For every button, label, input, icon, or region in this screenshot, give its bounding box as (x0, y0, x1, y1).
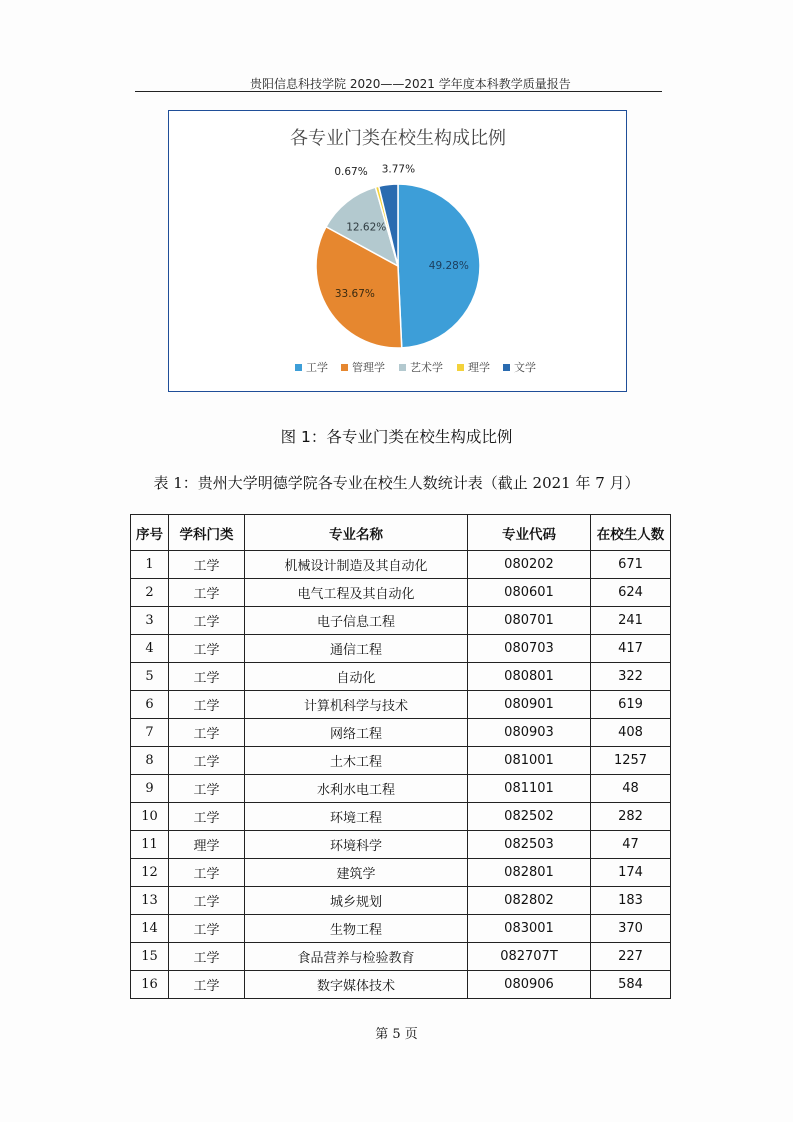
row-index: 8 (131, 747, 169, 775)
row-student-count: 1257 (591, 747, 671, 775)
row-major-name: 城乡规划 (245, 887, 468, 915)
row-major-code: 082801 (468, 859, 591, 887)
row-student-count: 48 (591, 775, 671, 803)
row-category: 工学 (169, 915, 245, 943)
col-header-category: 学科门类 (169, 515, 245, 551)
row-major-name: 网络工程 (245, 719, 468, 747)
row-index: 9 (131, 775, 169, 803)
legend-swatch-4 (503, 364, 510, 371)
row-student-count: 241 (591, 607, 671, 635)
row-category: 工学 (169, 551, 245, 579)
row-index: 2 (131, 579, 169, 607)
table-row (131, 775, 671, 803)
row-student-count: 47 (591, 831, 671, 859)
row-category: 工学 (169, 579, 245, 607)
row-major-code: 080906 (468, 971, 591, 999)
legend-swatch-2 (399, 364, 406, 371)
table-row (131, 579, 671, 607)
table-row (131, 719, 671, 747)
row-major-code: 083001 (468, 915, 591, 943)
row-category: 工学 (169, 775, 245, 803)
row-major-code: 080703 (468, 635, 591, 663)
row-category: 工学 (169, 719, 245, 747)
row-index: 15 (131, 943, 169, 971)
table-header-row (131, 515, 671, 551)
page-number: 第 5 页 (375, 1027, 418, 1042)
pie-slice-label-1: 33.67% (334, 287, 375, 300)
row-student-count: 183 (591, 887, 671, 915)
pie-chart (169, 111, 628, 393)
row-index: 7 (131, 719, 169, 747)
table-row (131, 663, 671, 691)
row-major-code: 080701 (468, 607, 591, 635)
row-major-code: 080601 (468, 579, 591, 607)
row-index: 3 (131, 607, 169, 635)
row-category: 工学 (169, 943, 245, 971)
row-major-code: 082802 (468, 887, 591, 915)
row-major-code: 081001 (468, 747, 591, 775)
legend-label-4: 文学 (514, 361, 536, 374)
row-category: 工学 (169, 887, 245, 915)
row-major-name: 环境科学 (245, 831, 468, 859)
row-student-count: 619 (591, 691, 671, 719)
row-student-count: 322 (591, 663, 671, 691)
row-major-name: 生物工程 (245, 915, 468, 943)
pie-chart-box (168, 110, 627, 392)
row-student-count: 584 (591, 971, 671, 999)
row-category: 工学 (169, 971, 245, 999)
row-major-code: 080202 (468, 551, 591, 579)
col-header-major: 专业名称 (245, 515, 468, 551)
row-student-count: 408 (591, 719, 671, 747)
row-major-code: 080901 (468, 691, 591, 719)
row-major-name: 机械设计制造及其自动化 (245, 551, 468, 579)
row-major-name: 电子信息工程 (245, 607, 468, 635)
row-category: 工学 (169, 691, 245, 719)
row-category: 工学 (169, 635, 245, 663)
row-index: 6 (131, 691, 169, 719)
row-student-count: 174 (591, 859, 671, 887)
row-major-code: 080903 (468, 719, 591, 747)
enrollment-table (130, 514, 671, 999)
row-major-name: 通信工程 (245, 635, 468, 663)
legend-label-1: 管理学 (352, 361, 385, 374)
col-header-index: 序号 (131, 515, 169, 551)
row-major-code: 081101 (468, 775, 591, 803)
row-index: 1 (131, 551, 169, 579)
row-category: 工学 (169, 663, 245, 691)
pie-slice-label-2: 12.62% (346, 221, 387, 234)
pie-slice-label-0: 49.28% (428, 259, 469, 272)
row-index: 12 (131, 859, 169, 887)
table-row (131, 691, 671, 719)
table-row (131, 859, 671, 887)
col-header-count: 在校生人数 (591, 515, 671, 551)
row-category: 理学 (169, 831, 245, 859)
row-major-name: 电气工程及其自动化 (245, 579, 468, 607)
legend-label-3: 理学 (468, 361, 490, 374)
legend-swatch-3 (457, 364, 464, 371)
legend-label-0: 工学 (306, 361, 328, 374)
table-row (131, 971, 671, 999)
table-row (131, 551, 671, 579)
table-row (131, 887, 671, 915)
row-student-count: 282 (591, 803, 671, 831)
report-header: 贵阳信息科技学院 2020——2021 学年度本科教学质量报告 (250, 77, 571, 91)
row-major-name: 土木工程 (245, 747, 468, 775)
row-major-name: 数字媒体技术 (245, 971, 468, 999)
row-category: 工学 (169, 859, 245, 887)
row-major-name: 环境工程 (245, 803, 468, 831)
row-student-count: 671 (591, 551, 671, 579)
row-index: 14 (131, 915, 169, 943)
legend-label-2: 艺术学 (410, 361, 443, 374)
row-student-count: 624 (591, 579, 671, 607)
row-major-code: 082502 (468, 803, 591, 831)
row-major-code: 080801 (468, 663, 591, 691)
row-category: 工学 (169, 747, 245, 775)
row-major-name: 建筑学 (245, 859, 468, 887)
row-index: 10 (131, 803, 169, 831)
chart-title: 各专业门类在校生构成比例 (290, 128, 506, 149)
table-row (131, 831, 671, 859)
table-row (131, 635, 671, 663)
row-major-name: 自动化 (245, 663, 468, 691)
row-major-name: 水利水电工程 (245, 775, 468, 803)
col-header-code: 专业代码 (468, 515, 591, 551)
row-category: 工学 (169, 607, 245, 635)
table-row (131, 747, 671, 775)
legend-swatch-0 (295, 364, 302, 371)
header-divider (135, 91, 662, 92)
pie-slice-label-4: 3.77% (381, 163, 416, 176)
table-row (131, 607, 671, 635)
figure-caption: 图 1：各专业门类在校生构成比例 (280, 428, 513, 446)
row-major-name: 计算机科学与技术 (245, 691, 468, 719)
row-student-count: 370 (591, 915, 671, 943)
row-index: 5 (131, 663, 169, 691)
row-student-count: 417 (591, 635, 671, 663)
row-category: 工学 (169, 803, 245, 831)
row-major-code: 082707T (468, 943, 591, 971)
table-caption: 表 1：贵州大学明德学院各专业在校生人数统计表（截止 2021 年 7 月） (153, 474, 640, 492)
row-major-code: 082503 (468, 831, 591, 859)
table-row (131, 915, 671, 943)
legend-swatch-1 (341, 364, 348, 371)
row-index: 4 (131, 635, 169, 663)
row-index: 16 (131, 971, 169, 999)
pie-slice-label-3: 0.67% (334, 166, 368, 179)
row-index: 11 (131, 831, 169, 859)
table-row (131, 803, 671, 831)
row-major-name: 食品营养与检验教育 (245, 943, 468, 971)
row-student-count: 227 (591, 943, 671, 971)
row-index: 13 (131, 887, 169, 915)
table-row (131, 943, 671, 971)
